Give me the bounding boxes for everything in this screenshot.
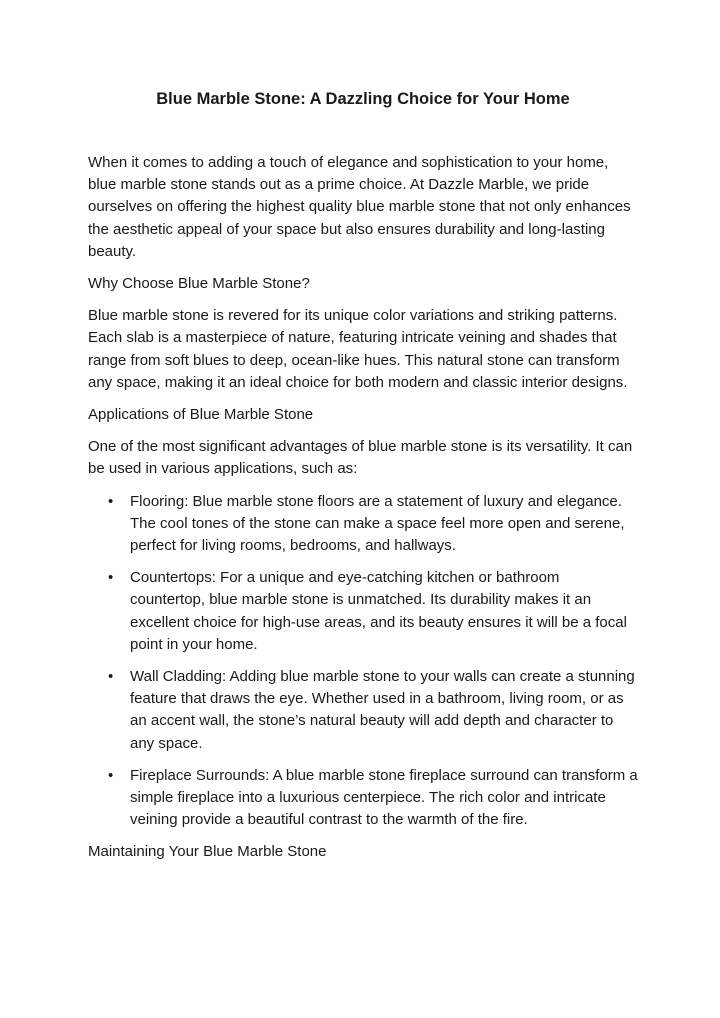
bullet-icon: • — [108, 492, 114, 510]
why-choose-paragraph: Blue marble stone is revered for its unique color variations and striking patterns. Each slab is a masterpiece of nature, featuring intricate veining and shades that range from soft blues to deep, ocean-like hues. This natural stone can transform any space, making it an ideal choice for both modern and classic interior designs. — [88, 307, 628, 391]
list-item-flooring — [88, 491, 638, 558]
heading-why-choose: Why Choose Blue Marble Stone? — [88, 275, 310, 293]
bullet-icon: • — [108, 668, 114, 686]
intro-paragraph: When it comes to adding a touch of elegance and sophistication to your home, blue marble stone stands out as a prime choice. At Dazzle Marble, we pride ourselves on offering the highest quality blue marble stone that not only enhances the aesthetic appeal of your space but also ensures durability and long-lasting beauty. — [88, 154, 631, 260]
list-item-countertops — [88, 567, 638, 656]
document-page — [88, 88, 638, 874]
bullet-icon: • — [108, 569, 114, 587]
heading-maintaining: Maintaining Your Blue Marble Stone — [88, 843, 327, 861]
applications-intro-paragraph: One of the most significant advantages of blue marble stone is its versatility. It can be used in various applications, such as: — [88, 438, 633, 478]
list-item-text: Wall Cladding: Adding blue marble stone to your walls can create a stunning feature that draws the eye. Whether used in a bathroom, living room, or as an accent wall, the stone’s natural beauty will add depth and character to any space. — [130, 668, 635, 752]
list-item-text: Flooring: Blue marble stone floors are a statement of luxury and elegance. The cool tones of the stone can make a space feel more open and serene, perfect for living rooms, bedrooms, and hallways. — [130, 492, 625, 555]
list-item-fireplace-surrounds — [88, 765, 638, 832]
document-title: Blue Marble Stone: A Dazzling Choice for Your Home — [156, 90, 570, 108]
bullet-icon: • — [108, 766, 114, 784]
list-item-wall-cladding — [88, 666, 638, 755]
applications-list — [88, 491, 638, 832]
heading-applications: Applications of Blue Marble Stone — [88, 406, 314, 424]
list-item-text: Fireplace Surrounds: A blue marble stone fireplace surround can transform a simple fireplace into a luxurious centerpiece. The rich color and intricate veining provide a beautiful contrast to the warmth of the fire. — [130, 766, 638, 829]
list-item-text: Countertops: For a unique and eye-catching kitchen or bathroom countertop, blue marble stone is unmatched. Its durability makes it an excellent choice for high-use areas, and its beauty ensures it will be a focal point in your home. — [130, 569, 627, 653]
